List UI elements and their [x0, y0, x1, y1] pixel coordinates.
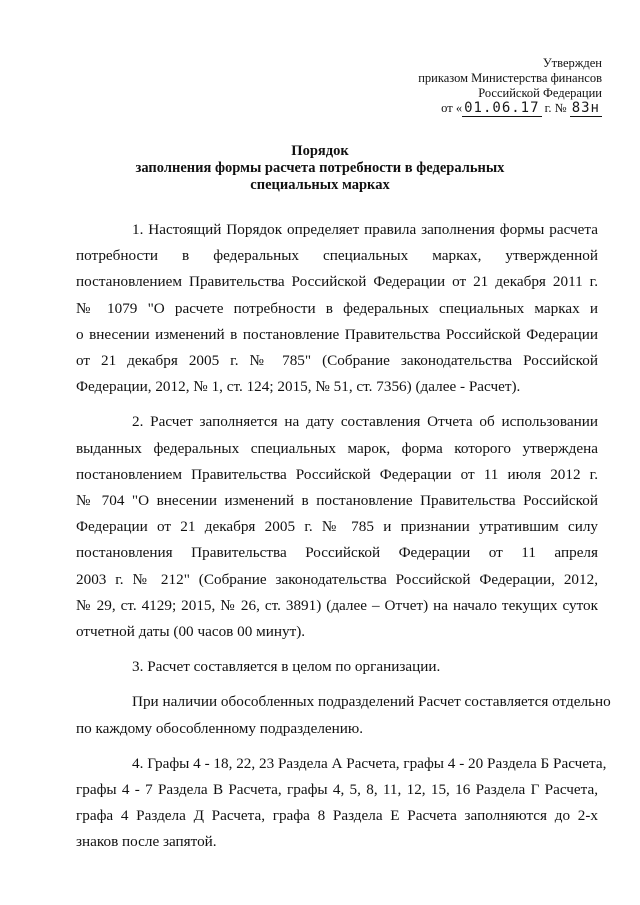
paragraph-line: постановлением Правительства Российской Федерации от 11 июля 2012 г. — [76, 465, 598, 483]
paragraph-line: 3. Расчет составляется в целом по организации. — [132, 658, 441, 676]
paragraph-line: о внесении изменений в постановление Правительства Российской Федерации — [76, 325, 598, 343]
date-prefix: от « — [441, 101, 463, 115]
paragraph-line: № 1079 "О расчете потребности в федеральных специальных марках и — [76, 299, 598, 317]
handwritten-date: 01.06.17 — [464, 100, 540, 116]
title-line-3: специальных марках — [250, 177, 390, 193]
paragraph-line: 4. Графы 4 - 18, 22, 23 Раздела А Расчета, графы 4 - 20 Раздела Б Расчета, — [132, 754, 607, 772]
paragraph-line: 2003 г. № 212" (Собрание законодательства Российской Федерации, 2012, — [76, 570, 598, 588]
paragraph-4 — [76, 689, 611, 741]
paragraph-line: № 704 "О внесении изменений в постановление Правительства Российской — [76, 492, 598, 510]
paragraph-line: Федерации от 21 декабря 2005 г. № 785 и признании утратившим силу — [76, 518, 598, 536]
title-line-2: заполнения формы расчета потребности в федеральных — [135, 160, 505, 176]
paragraph-line: 1. Настоящий Порядок определяет правила заполнения формы расчета — [132, 221, 598, 238]
paragraph-5 — [76, 751, 607, 856]
paragraph-line: 2. Расчет заполняется на дату составления Отчета об использовании — [132, 413, 598, 431]
date-mid: г. № — [541, 101, 570, 115]
paragraph-3 — [76, 654, 598, 680]
paragraph-line: от 21 декабря 2005 г. № 785" (Собрание законодательства Российской — [76, 352, 598, 370]
paragraph-line: Федерации, 2012, № 1, ст. 124; 2015, № 51, ст. 7356) (далее - Расчет). — [76, 378, 521, 396]
paragraph-line: по каждому обособленному подразделению. — [76, 719, 364, 737]
approval-line-3: Российской Федерации — [478, 86, 602, 100]
approval-stamp — [418, 56, 602, 117]
handwritten-order-number: 83н — [571, 100, 600, 116]
paragraph-2 — [76, 409, 598, 645]
paragraph-1 — [76, 217, 598, 400]
paragraph-line: выданных федеральных специальных марок, форма которого утверждена — [76, 439, 598, 457]
approval-date-line — [418, 101, 602, 117]
paragraph-line: графы 4 - 7 Раздела В Расчета, графы 4, 5, 8, 11, 12, 15, 16 Раздела Г Расчета, — [76, 781, 598, 799]
paragraph-line: знаков после запятой. — [76, 833, 217, 851]
title-line-1: Порядок — [291, 143, 349, 159]
paragraph-line: потребности в федеральных специальных марках, утвержденной — [76, 247, 598, 265]
paragraph-line: отчетной даты (00 часов 00 минут). — [76, 623, 306, 641]
document-title — [80, 143, 560, 194]
paragraph-line: постановлением Правительства Российской Федерации от 21 декабря 2011 г. — [76, 273, 598, 291]
paragraph-line: № 29, ст. 4129; 2015, № 26, ст. 3891) (далее – Отчет) на начало текущих суток — [76, 596, 598, 614]
paragraph-line: графа 4 Раздела Д Расчета, графа 8 Раздела Е Расчета заполняются до 2-х — [76, 807, 598, 825]
approval-line-2: приказом Министерства финансов — [418, 71, 602, 85]
document-body — [76, 217, 611, 865]
paragraph-line: постановления Правительства Российской Федерации от 11 апреля — [76, 544, 598, 562]
paragraph-line: При наличии обособленных подразделений Расчет составляется отдельно — [132, 693, 611, 711]
approval-line-1: Утвержден — [542, 56, 602, 70]
